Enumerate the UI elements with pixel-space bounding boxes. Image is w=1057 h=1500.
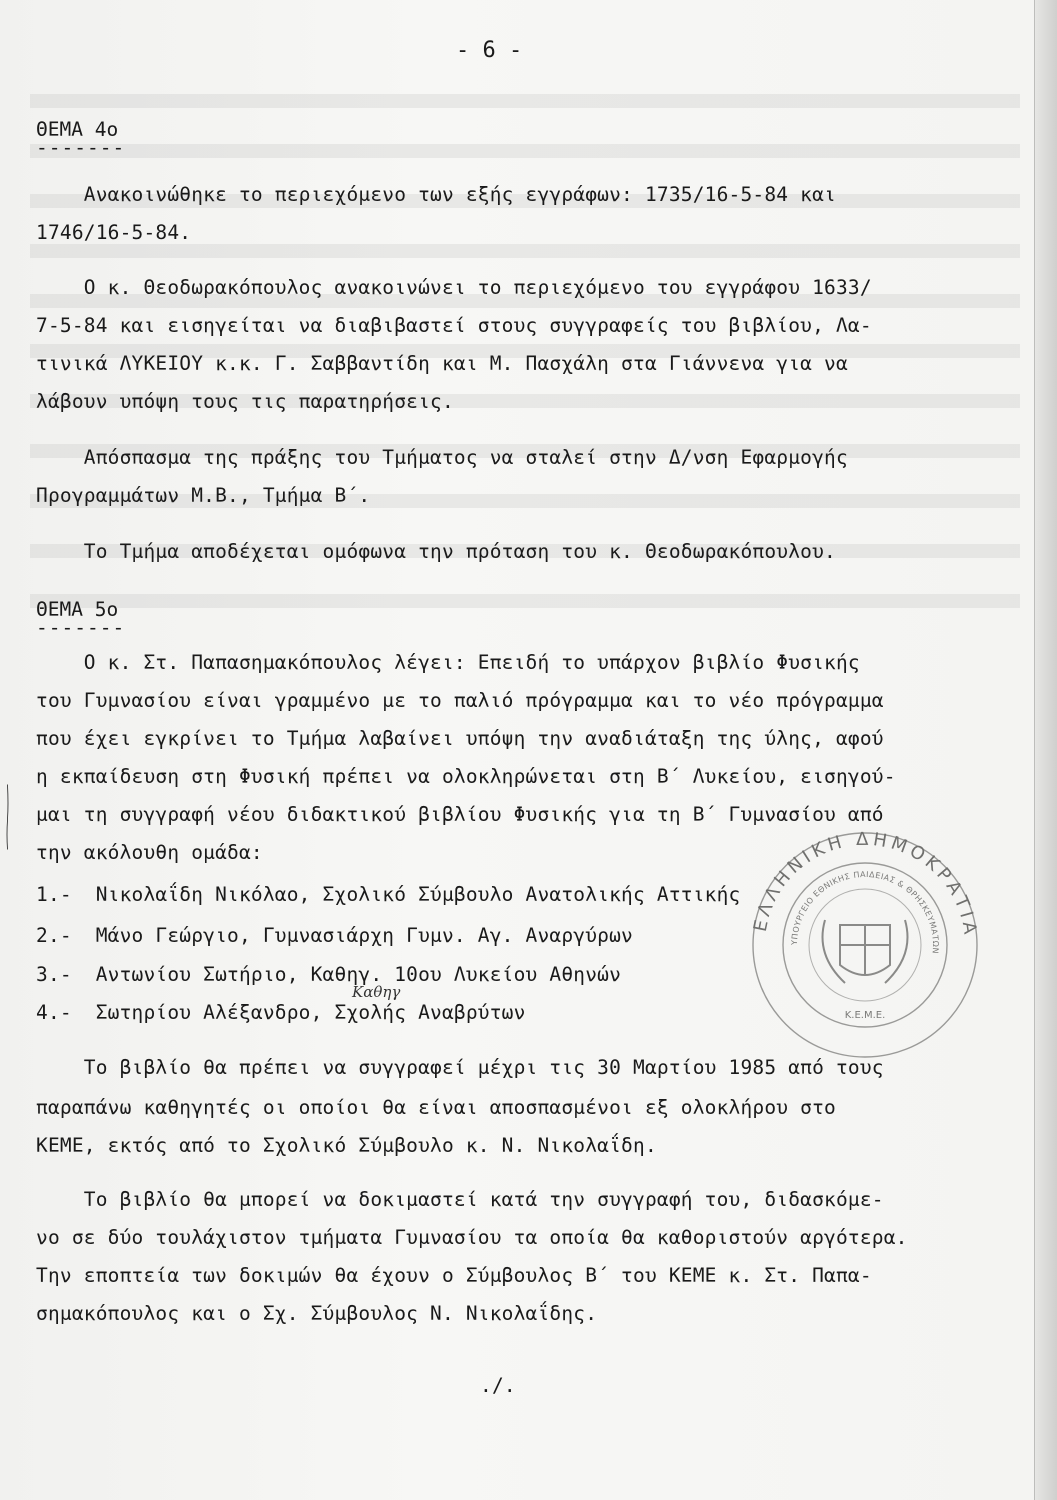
section4-line: 1746/16-5-84. bbox=[36, 221, 192, 244]
list-item: 4.- Σωτηρίου Αλέξανδρο, Σχολής Αναβρύτων bbox=[36, 1001, 526, 1024]
section4-line: λάβουν υπόψη τους τις παρατηρήσεις. bbox=[36, 390, 454, 413]
page-number: - 6 - bbox=[456, 38, 523, 63]
margin-bracket bbox=[6, 752, 9, 882]
section5-line: Το βιβλίο θα μπορεί να δοκιμαστεί κατά την συγγραφή του, διδασκόμε- bbox=[36, 1188, 884, 1211]
section5-line: του Γυμνασίου είναι γραμμένο με το παλιό πρόγραμμα και το νέο πρόγραμμα bbox=[36, 689, 884, 712]
section4-line: Απόσπασμα της πράξης του Τμήματος να σταλεί στην Δ/νση Εφαρμογής bbox=[36, 446, 848, 469]
stamp-emblem-icon bbox=[823, 920, 908, 983]
section5-line: νο σε δύο τουλάχιστον τμήματα Γυμνασίου τα οποία θα καθοριστούν αργότερα. bbox=[36, 1226, 908, 1249]
section4-line: 7-5-84 και εισηγείται να διαβιβαστεί στους συγγραφείς του βιβλίου, Λα- bbox=[36, 314, 872, 337]
section5-line: ΚΕΜΕ, εκτός από το Σχολικό Σύμβουλο κ. Ν. Νικολαΐδη. bbox=[36, 1134, 657, 1157]
page-edge-shadow bbox=[1034, 0, 1057, 1500]
section5-line: που έχει εγκρίνει το Τμήμα λαβαίνει υπόψη την αναδιάταξη της ύλης, αφού bbox=[36, 727, 884, 750]
section5-heading: ΘΕΜΑ 5ο bbox=[36, 598, 119, 621]
section4-underline: ------- bbox=[36, 136, 126, 159]
section5-line: σημακόπουλος και ο Σχ. Σύμβουλος Ν. Νικολαΐδης. bbox=[36, 1302, 598, 1325]
section5-line: η εκπαίδευση στη Φυσική πρέπει να ολοκληρώνεται στη Β΄ Λυκείου, εισηγού- bbox=[36, 765, 896, 788]
closing-mark: ./. bbox=[480, 1374, 516, 1397]
stamp-bottom-text: Κ.Ε.Μ.Ε. bbox=[844, 1010, 886, 1021]
section5-line: μαι τη συγγραφή νέου διδακτικού βιβλίου Φυσικής για τη Β΄ Γυμνασίου από bbox=[36, 803, 884, 826]
section5-line: Την εποπτεία των δοκιμών θα έχουν ο Σύμβουλος Β΄ του ΚΕΜΕ κ. Στ. Παπα- bbox=[36, 1264, 872, 1287]
section5-line: παραπάνω καθηγητές οι οποίοι θα είναι αποσπασμένοι εξ ολοκλήρου στο bbox=[36, 1096, 836, 1119]
stamp-outer-text: ΕΛΛΗΝΙΚΗ ΔΗΜΟΚΡΑΤΙΑ bbox=[749, 828, 981, 940]
section4-heading: ΘΕΜΑ 4ο bbox=[36, 118, 119, 141]
section5-underline: ------- bbox=[36, 616, 126, 639]
stamp-inner-text: ΥΠΟΥΡΓΕΙΟ ΕΘΝΙΚΗΣ ΠΑΙΔΕΙΑΣ & ΘΡΗΣΚΕΥΜΑΤΩΝ bbox=[789, 869, 941, 955]
section4-line: Το Τμήμα αποδέχεται ομόφωνα την πρόταση του κ. Θεοδωρακόπουλου. bbox=[36, 540, 836, 563]
official-stamp bbox=[745, 825, 985, 1065]
list-item: 1.- Νικολαΐδη Νικόλαο, Σχολικό Σύμβουλο Ανατολικής Αττικής bbox=[36, 883, 741, 906]
section4-line: Προγραμμάτων Μ.Β., Τμήμα Β΄. bbox=[36, 484, 371, 507]
svg-text:ΕΛΛΗΝΙΚΗ ΔΗΜΟΚΡΑΤΙΑ bbox=[750, 829, 981, 939]
section5-line: την ακόλουθη ομάδα: bbox=[36, 841, 263, 864]
section5-line: Ο κ. Στ. Παπασημακόπουλος λέγει: Επειδή το υπάρχον βιβλίο Φυσικής bbox=[36, 651, 860, 674]
section4-line: Ανακοινώθηκε το περιεχόμενο των εξής εγγράφων: 1735/16-5-84 και bbox=[36, 183, 836, 206]
list-item: 3.- Αντωνίου Σωτήριο, Καθηγ. 10ου Λυκείου Αθηνών bbox=[36, 963, 622, 986]
section4-line: τινικά ΛΥΚΕΙΟΥ κ.κ. Γ. Σαββαντίδη και Μ. Πασχάλη στα Γιάννενα για να bbox=[36, 352, 848, 375]
section4-line: Ο κ. Θεοδωρακόπουλος ανακοινώνει το περιεχόμενο του εγγράφου 1633/ bbox=[36, 276, 872, 299]
handwritten-insertion: Καθηγ bbox=[352, 983, 401, 1001]
list-item: 2.- Μάνο Γεώργιο, Γυμνασιάρχη Γυμν. Αγ. Αναργύρων bbox=[36, 924, 633, 947]
section5-line: Το βιβλίο θα πρέπει να συγγραφεί μέχρι τις 30 Μαρτίου 1985 από τους bbox=[36, 1056, 884, 1079]
